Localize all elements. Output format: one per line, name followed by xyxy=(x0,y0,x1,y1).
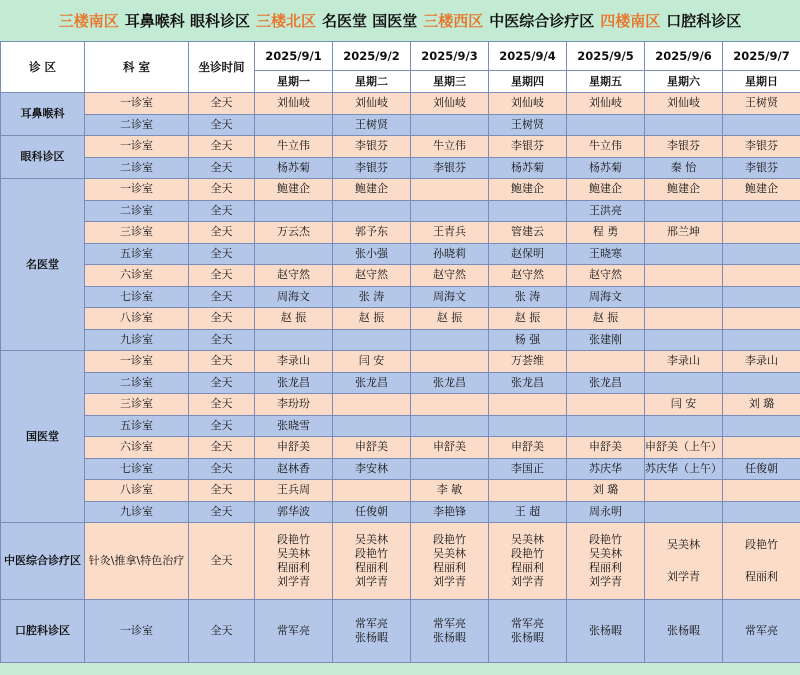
doctor-name: 赵守然 xyxy=(255,265,333,287)
doctor-name: 赵保明 xyxy=(489,243,567,265)
session-time: 全天 xyxy=(189,222,255,244)
header-weekday: 星期五 xyxy=(567,71,645,93)
doctor-cell xyxy=(411,351,489,373)
doctor-cell xyxy=(645,480,723,502)
doctor-name: 任俊朝 xyxy=(333,501,411,523)
session-time: 全天 xyxy=(189,265,255,287)
doctor-name: 李艳锋 xyxy=(411,501,489,523)
doctor-name: 刘 璐 xyxy=(567,480,645,502)
banner-area: 名医堂 国医堂 xyxy=(322,10,417,31)
doctor-name: 牛立伟 xyxy=(411,136,489,158)
doctor-name: 刘学青 xyxy=(411,575,488,589)
header-date: 2025/9/1 xyxy=(255,42,333,71)
room-name: 七诊室 xyxy=(85,286,189,308)
doctor-name: 张龙昌 xyxy=(333,372,411,394)
doctor-cell xyxy=(723,243,800,265)
doctor-name: 刘 璐 xyxy=(723,394,800,416)
schedule-table xyxy=(0,41,800,663)
doctor-name: 刘仙岐 xyxy=(489,93,567,115)
doctor-name: 程丽利 xyxy=(333,561,410,575)
zone-name: 口腔科诊区 xyxy=(1,600,85,663)
session-time: 全天 xyxy=(189,458,255,480)
session-time: 全天 xyxy=(189,600,255,663)
doctor-cell xyxy=(645,243,723,265)
schedule-row xyxy=(1,437,800,459)
doctor-name: 申舒美 xyxy=(489,437,567,459)
doctor-cell xyxy=(333,600,411,663)
zone-name: 耳鼻喉科 xyxy=(1,93,85,136)
doctor-name: 牛立伟 xyxy=(567,136,645,158)
schedule-row xyxy=(1,458,800,480)
doctor-name: 刘学青 xyxy=(333,575,410,589)
header-date: 2025/9/6 xyxy=(645,42,723,71)
doctor-name: 常军亮 xyxy=(723,624,800,638)
doctor-name: 张杨暇 xyxy=(489,631,566,645)
doctor-name: 常军亮 xyxy=(411,617,488,631)
doctor-name: 张杨暇 xyxy=(645,624,722,638)
doctor-name: 李银芬 xyxy=(411,157,489,179)
doctor-cell xyxy=(255,600,333,663)
doctor-name: 申舒美（上午） xyxy=(645,437,723,459)
doctor-name: 段艳竹 xyxy=(411,533,488,547)
doctor-cell xyxy=(723,600,800,663)
schedule-row xyxy=(1,329,800,351)
room-name: 二诊室 xyxy=(85,157,189,179)
schedule-row xyxy=(1,308,800,330)
doctor-name: 秦 怡 xyxy=(645,157,723,179)
doctor-name: 程 勇 xyxy=(567,222,645,244)
schedule-row xyxy=(1,480,800,502)
zone-name: 中医综合诊疗区 xyxy=(1,523,85,600)
doctor-name: 李国正 xyxy=(489,458,567,480)
header-date: 2025/9/2 xyxy=(333,42,411,71)
header-zone: 诊 区 xyxy=(1,42,85,93)
doctor-name: 杨苏菊 xyxy=(255,157,333,179)
doctor-cell xyxy=(645,372,723,394)
doctor-name: 李玢玢 xyxy=(255,394,333,416)
doctor-cell xyxy=(411,415,489,437)
doctor-cell xyxy=(723,114,800,136)
doctor-cell xyxy=(255,114,333,136)
doctor-name: 吴美林 xyxy=(567,547,644,561)
session-time: 全天 xyxy=(189,480,255,502)
doctor-cell xyxy=(723,523,800,600)
doctor-cell xyxy=(567,523,645,600)
doctor-cell xyxy=(645,286,723,308)
doctor-name: 闫 安 xyxy=(645,394,723,416)
session-time: 全天 xyxy=(189,394,255,416)
doctor-cell xyxy=(333,523,411,600)
doctor-cell xyxy=(723,329,800,351)
doctor-cell xyxy=(411,200,489,222)
doctor-name: 段艳竹 xyxy=(567,533,644,547)
doctor-cell xyxy=(411,179,489,201)
schedule-row xyxy=(1,351,800,373)
room-name: 六诊室 xyxy=(85,437,189,459)
doctor-cell xyxy=(723,308,800,330)
doctor-name: 杨苏菊 xyxy=(489,157,567,179)
doctor-name: 刘学青 xyxy=(645,570,722,584)
doctor-name: 万云杰 xyxy=(255,222,333,244)
room-name: 三诊室 xyxy=(85,222,189,244)
doctor-cell xyxy=(489,523,567,600)
doctor-name: 申舒美 xyxy=(567,437,645,459)
schedule-row xyxy=(1,600,800,663)
schedule-row xyxy=(1,179,800,201)
doctor-cell xyxy=(567,394,645,416)
floor-banner xyxy=(0,0,800,41)
doctor-name: 刘仙岐 xyxy=(411,93,489,115)
doctor-name: 张杨暇 xyxy=(411,631,488,645)
doctor-name: 王树贤 xyxy=(489,114,567,136)
doctor-name: 常军亮 xyxy=(255,624,332,638)
room-name: 二诊室 xyxy=(85,372,189,394)
doctor-cell xyxy=(645,600,723,663)
doctor-name: 任俊朝 xyxy=(723,458,800,480)
room-name: 六诊室 xyxy=(85,265,189,287)
session-time: 全天 xyxy=(189,114,255,136)
doctor-cell xyxy=(489,480,567,502)
doctor-cell xyxy=(723,286,800,308)
doctor-name: 孙晓莉 xyxy=(411,243,489,265)
doctor-name: 申舒美 xyxy=(411,437,489,459)
doctor-cell xyxy=(411,114,489,136)
doctor-name: 常军亮 xyxy=(489,617,566,631)
doctor-name: 鲍建企 xyxy=(489,179,567,201)
header-weekday: 星期一 xyxy=(255,71,333,93)
doctor-name: 张晓雪 xyxy=(255,415,333,437)
header-time: 坐诊时间 xyxy=(189,42,255,93)
doctor-name: 刘仙岐 xyxy=(333,93,411,115)
doctor-name: 程丽利 xyxy=(411,561,488,575)
session-time: 全天 xyxy=(189,157,255,179)
header-dept: 科 室 xyxy=(85,42,189,93)
doctor-name: 段艳竹 xyxy=(723,538,800,552)
doctor-name: 张杨暇 xyxy=(567,624,644,638)
doctor-name: 程丽利 xyxy=(567,561,644,575)
schedule-row xyxy=(1,136,800,158)
doctor-cell xyxy=(489,600,567,663)
zone-name: 眼科诊区 xyxy=(1,136,85,179)
doctor-cell xyxy=(723,265,800,287)
zone-name: 国医堂 xyxy=(1,351,85,523)
doctor-cell xyxy=(723,222,800,244)
doctor-name: 鲍建企 xyxy=(333,179,411,201)
doctor-name: 李录山 xyxy=(255,351,333,373)
doctor-name: 万荟维 xyxy=(489,351,567,373)
doctor-name: 赵 振 xyxy=(411,308,489,330)
schedule-row xyxy=(1,286,800,308)
doctor-name: 赵 振 xyxy=(333,308,411,330)
doctor-name: 李银芬 xyxy=(333,157,411,179)
doctor-cell xyxy=(723,501,800,523)
doctor-name: 程丽利 xyxy=(723,570,800,584)
doctor-name: 杨 强 xyxy=(489,329,567,351)
doctor-name: 李银芬 xyxy=(489,136,567,158)
doctor-name: 段艳竹 xyxy=(333,547,410,561)
room-name: 五诊室 xyxy=(85,243,189,265)
doctor-name: 张建刚 xyxy=(567,329,645,351)
session-time: 全天 xyxy=(189,415,255,437)
doctor-cell xyxy=(255,243,333,265)
doctor-name: 常军亮 xyxy=(333,617,410,631)
room-name: 一诊室 xyxy=(85,351,189,373)
session-time: 全天 xyxy=(189,437,255,459)
doctor-name: 刘学青 xyxy=(489,575,566,589)
schedule-row xyxy=(1,222,800,244)
session-time: 全天 xyxy=(189,93,255,115)
schedule-row xyxy=(1,501,800,523)
doctor-cell xyxy=(645,523,723,600)
doctor-name: 牛立伟 xyxy=(255,136,333,158)
session-time: 全天 xyxy=(189,286,255,308)
doctor-name: 刘仙岐 xyxy=(645,93,723,115)
doctor-name: 王晓寒 xyxy=(567,243,645,265)
doctor-name: 李银芬 xyxy=(333,136,411,158)
session-time: 全天 xyxy=(189,351,255,373)
doctor-name: 申舒美 xyxy=(333,437,411,459)
doctor-cell xyxy=(333,200,411,222)
doctor-name: 段艳竹 xyxy=(489,547,566,561)
doctor-name: 刘学青 xyxy=(255,575,332,589)
header-dates-row xyxy=(1,42,800,71)
doctor-name: 鲍建企 xyxy=(255,179,333,201)
schedule-row xyxy=(1,200,800,222)
room-name: 一诊室 xyxy=(85,93,189,115)
doctor-name: 鲍建企 xyxy=(567,179,645,201)
schedule-row xyxy=(1,93,800,115)
room-name: 七诊室 xyxy=(85,458,189,480)
doctor-name: 吴美林 xyxy=(411,547,488,561)
doctor-cell xyxy=(567,600,645,663)
doctor-cell xyxy=(489,394,567,416)
schedule-row xyxy=(1,114,800,136)
doctor-name: 王树贤 xyxy=(333,114,411,136)
room-name: 五诊室 xyxy=(85,415,189,437)
doctor-name: 赵守然 xyxy=(411,265,489,287)
room-name: 一诊室 xyxy=(85,136,189,158)
doctor-name: 鲍建企 xyxy=(723,179,800,201)
doctor-cell xyxy=(645,501,723,523)
doctor-cell xyxy=(723,480,800,502)
doctor-cell xyxy=(723,200,800,222)
banner-area: 中医综合诊疗区 xyxy=(489,10,594,31)
doctor-name: 王 超 xyxy=(489,501,567,523)
doctor-cell xyxy=(645,415,723,437)
doctor-cell xyxy=(645,265,723,287)
room-name: 二诊室 xyxy=(85,200,189,222)
doctor-name: 刘仙岐 xyxy=(567,93,645,115)
doctor-name: 周海文 xyxy=(255,286,333,308)
room-name: 二诊室 xyxy=(85,114,189,136)
schedule-row xyxy=(1,394,800,416)
session-time: 全天 xyxy=(189,372,255,394)
header-date: 2025/9/7 xyxy=(723,42,800,71)
doctor-cell xyxy=(645,308,723,330)
doctor-name: 张小强 xyxy=(333,243,411,265)
banner-floor: 三楼西区 xyxy=(423,10,483,31)
room-name: 九诊室 xyxy=(85,501,189,523)
header-weekday: 星期六 xyxy=(645,71,723,93)
doctor-cell xyxy=(411,600,489,663)
schedule-row xyxy=(1,523,800,600)
doctor-cell xyxy=(255,200,333,222)
doctor-cell xyxy=(567,415,645,437)
doctor-cell xyxy=(645,114,723,136)
zone-name: 名医堂 xyxy=(1,179,85,351)
doctor-name: 赵守然 xyxy=(489,265,567,287)
doctor-cell xyxy=(723,415,800,437)
room-name: 一诊室 xyxy=(85,600,189,663)
session-time: 全天 xyxy=(189,523,255,600)
doctor-cell xyxy=(255,329,333,351)
doctor-name: 苏庆华（上午） xyxy=(645,458,723,480)
header-date: 2025/9/5 xyxy=(567,42,645,71)
doctor-name: 张龙昌 xyxy=(567,372,645,394)
banner-floor: 三楼南区 xyxy=(59,10,119,31)
header-weekday: 星期三 xyxy=(411,71,489,93)
header-date: 2025/9/3 xyxy=(411,42,489,71)
bottom-strip xyxy=(0,663,800,675)
session-time: 全天 xyxy=(189,501,255,523)
header-weekday: 星期二 xyxy=(333,71,411,93)
doctor-name: 赵 振 xyxy=(567,308,645,330)
doctor-cell xyxy=(255,523,333,600)
doctor-cell xyxy=(645,329,723,351)
doctor-name: 李银芬 xyxy=(645,136,723,158)
doctor-name: 张杨暇 xyxy=(333,631,410,645)
doctor-name: 赵守然 xyxy=(567,265,645,287)
doctor-cell xyxy=(411,458,489,480)
schedule-row xyxy=(1,243,800,265)
doctor-name: 周海文 xyxy=(567,286,645,308)
doctor-cell xyxy=(567,351,645,373)
doctor-name: 吴美林 xyxy=(333,533,410,547)
doctor-name: 吴美林 xyxy=(489,533,566,547)
doctor-name: 王青兵 xyxy=(411,222,489,244)
doctor-name: 鲍建企 xyxy=(645,179,723,201)
doctor-name: 李安林 xyxy=(333,458,411,480)
doctor-cell xyxy=(411,329,489,351)
doctor-cell xyxy=(567,114,645,136)
doctor-name: 李录山 xyxy=(723,351,800,373)
schedule-row xyxy=(1,265,800,287)
doctor-name: 程丽利 xyxy=(255,561,332,575)
doctor-cell xyxy=(333,415,411,437)
session-time: 全天 xyxy=(189,329,255,351)
banner-area: 耳鼻喉科 眼科诊区 xyxy=(125,10,250,31)
doctor-name: 赵林香 xyxy=(255,458,333,480)
doctor-name: 李 敏 xyxy=(411,480,489,502)
doctor-name: 吴美林 xyxy=(645,538,722,552)
schedule-row xyxy=(1,415,800,437)
doctor-name: 张 涛 xyxy=(489,286,567,308)
room-name: 八诊室 xyxy=(85,308,189,330)
doctor-name: 张龙昌 xyxy=(411,372,489,394)
schedule-row xyxy=(1,157,800,179)
doctor-name: 苏庆华 xyxy=(567,458,645,480)
doctor-name: 张龙昌 xyxy=(489,372,567,394)
doctor-name: 申舒美 xyxy=(255,437,333,459)
room-name: 九诊室 xyxy=(85,329,189,351)
doctor-cell xyxy=(411,394,489,416)
doctor-name: 吴美林 xyxy=(255,547,332,561)
doctor-name: 段艳竹 xyxy=(255,533,332,547)
doctor-name: 王兵周 xyxy=(255,480,333,502)
doctor-name: 张 涛 xyxy=(333,286,411,308)
session-time: 全天 xyxy=(189,179,255,201)
doctor-name: 管建云 xyxy=(489,222,567,244)
doctor-name: 赵 振 xyxy=(489,308,567,330)
header-weekday: 星期日 xyxy=(723,71,800,93)
doctor-name: 邢兰坤 xyxy=(645,222,723,244)
doctor-name: 刘学青 xyxy=(567,575,644,589)
header-date: 2025/9/4 xyxy=(489,42,567,71)
session-time: 全天 xyxy=(189,243,255,265)
banner-floor: 三楼北区 xyxy=(256,10,316,31)
doctor-name: 杨苏菊 xyxy=(567,157,645,179)
doctor-cell xyxy=(489,200,567,222)
doctor-name: 闫 安 xyxy=(333,351,411,373)
doctor-cell xyxy=(723,372,800,394)
doctor-cell xyxy=(645,200,723,222)
doctor-cell xyxy=(723,437,800,459)
doctor-name: 王树贤 xyxy=(723,93,800,115)
banner-area: 口腔科诊区 xyxy=(666,10,741,31)
session-time: 全天 xyxy=(189,136,255,158)
doctor-name: 周海文 xyxy=(411,286,489,308)
doctor-cell xyxy=(333,480,411,502)
doctor-cell xyxy=(489,415,567,437)
doctor-cell xyxy=(333,329,411,351)
doctor-name: 周永明 xyxy=(567,501,645,523)
doctor-name: 赵 振 xyxy=(255,308,333,330)
doctor-name: 郭予东 xyxy=(333,222,411,244)
room-name: 三诊室 xyxy=(85,394,189,416)
session-time: 全天 xyxy=(189,308,255,330)
doctor-name: 李录山 xyxy=(645,351,723,373)
doctor-name: 李银芬 xyxy=(723,157,800,179)
session-time: 全天 xyxy=(189,200,255,222)
doctor-cell xyxy=(411,523,489,600)
doctor-name: 程丽利 xyxy=(489,561,566,575)
header-weekday: 星期四 xyxy=(489,71,567,93)
doctor-name: 赵守然 xyxy=(333,265,411,287)
doctor-cell xyxy=(333,394,411,416)
doctor-name: 刘仙岐 xyxy=(255,93,333,115)
room-name: 八诊室 xyxy=(85,480,189,502)
doctor-name: 王洪亮 xyxy=(567,200,645,222)
room-name: 一诊室 xyxy=(85,179,189,201)
doctor-name: 郭华波 xyxy=(255,501,333,523)
doctor-name: 李银芬 xyxy=(723,136,800,158)
banner-floor: 四楼南区 xyxy=(600,10,660,31)
schedule-row xyxy=(1,372,800,394)
room-name: 针灸\推拿\特色治疗 xyxy=(85,523,189,600)
doctor-name: 张龙昌 xyxy=(255,372,333,394)
